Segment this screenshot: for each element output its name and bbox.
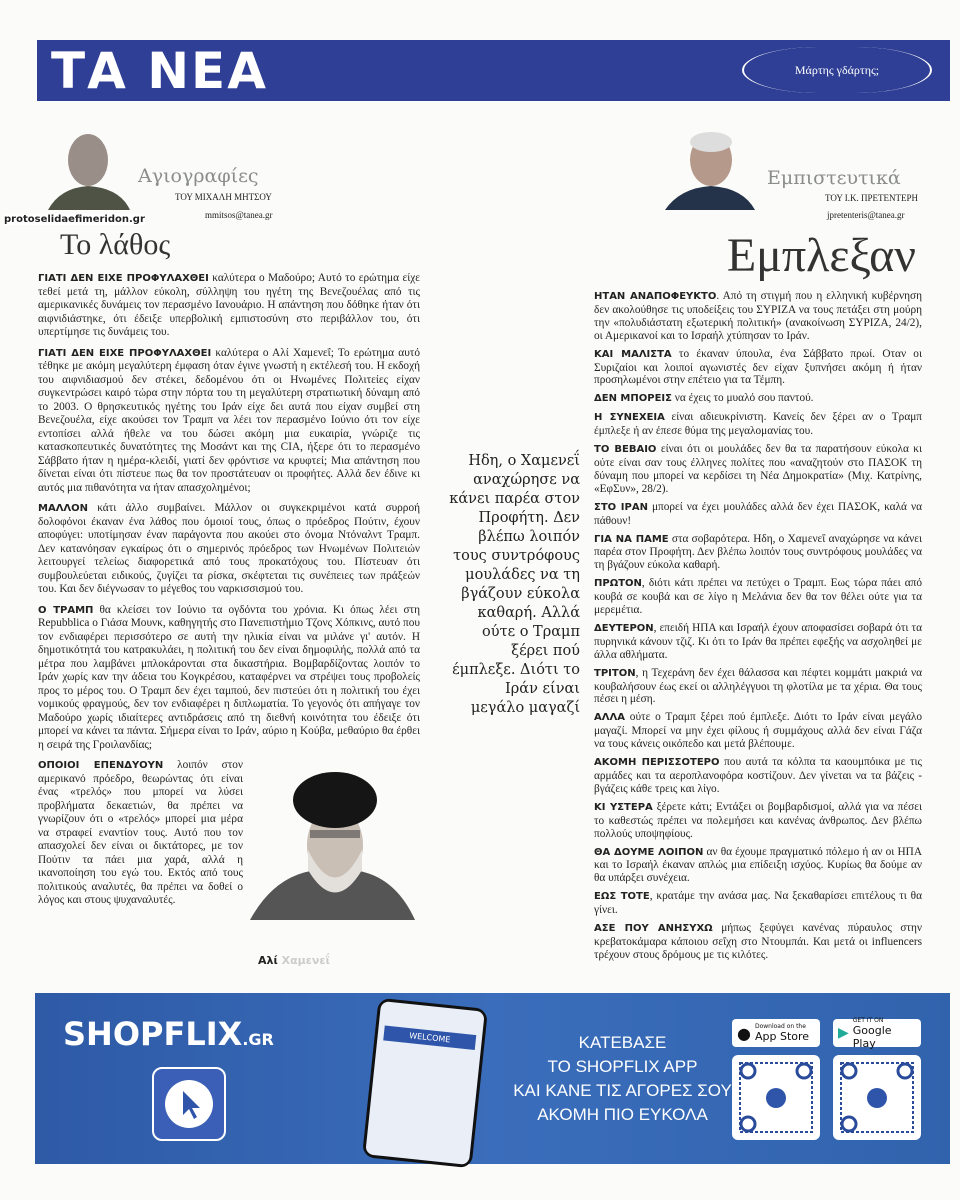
paragraph [594, 756, 922, 796]
paragraph-lead: ΤΟ ΒΕΒΑΙΟ [594, 444, 657, 456]
paragraph-text: καλύτερα ο Μαδούρο; Αυτό το ερώτημα είχε τεθεί μετά τη, μάλλον εύκολη, σύλληψη του ηγέτη της Βενεζουέλας από τις αμερικανικές δυνάμεις τον περασμένο Ιανουάριο. Η απάντηση που δόθηκε ήταν ότι αιφνιδιάστηκε, ότι έδειξε υπερβολική εμπιστοσύνη στο περιβάλλον του, ότι υπερτίμησε τις δυνάμεις του. [38, 272, 420, 338]
paragraph-text: , κρατάμε την ανάσα μας. Να ξεκαθαρίσει επιτέλους τι θα γίνει. [594, 890, 923, 917]
paragraph [594, 922, 922, 962]
qr-code-google-play[interactable] [833, 1055, 921, 1140]
paragraph-lead: ΜΑΛΛΟΝ [38, 503, 89, 514]
paragraph [594, 622, 922, 662]
ad-line: ΚΑΤΕΒΑΣΕ [578, 1033, 667, 1052]
paragraph-text: ούτε ο Τραμπ ξέρει πού έμπλεξε. Διότι το Ιράν είναι μεγάλο μαγαζί. Μπορεί να μην έχει φίλους ή συμμάχους αλλά δεν είναι Γάζα να τους κάνεις οικόπεδο και μετά βλέπουμε. [594, 711, 922, 751]
paragraph [38, 759, 243, 908]
caption-first: Αλί [258, 954, 278, 967]
paragraph [594, 846, 922, 886]
paragraph-text: , επειδή ΗΠΑ και Ισραήλ έχουν αποφασίσει σοβαρά ότι τα πυρηνικά κάνουν τζιζ. Κι ότι το Ιράν θα πρέπει εφεξής να ασχοληθεί με άλλα αθλήματα. [594, 621, 922, 661]
app-store-badge[interactable] [732, 1019, 820, 1047]
paragraph-text: ξέρετε κάτι; Εντάξει οι βομβαρδισμοί, αλλά για να πέσει το καθεστώς πρέπει να πολεμήσει και κανένας άνθρωπος. Δεν βλέπω πολλούς υποψηφίους. [594, 800, 922, 840]
app-icon [152, 1067, 226, 1141]
google-small: GET IT ON [852, 1016, 884, 1024]
headline-left: Το λάθος [60, 228, 171, 261]
paragraph-text: αν θα έχουμε πραγματικό πόλεμο ή αν οι ΗΠΑ και το Ισραήλ έκαναν απλώς μια επίδειξη ισχύος. Κυρίως θα δούμε αν θα υπάρξει συνέχεια. [594, 845, 922, 885]
paragraph [38, 347, 420, 496]
paragraph-text: , η Τεχεράνη δεν έχει θάλασσα και πέφτει κομμάτι μακριά να κουβαλήσουν έως εκεί οι αλληλέγγυοι τη φλοτίλα με τα χέρια. Θα τους πέσει η μέση. [594, 666, 922, 706]
headline-right: Εμπλεξαν [726, 229, 916, 282]
paragraph-lead: ΑΛΛΑ [594, 712, 625, 724]
paragraph-lead: ΓΙΑ ΝΑ ΠΑΜΕ [594, 533, 669, 545]
phone-banner: WELCOME [383, 1025, 476, 1050]
paragraph [594, 711, 922, 751]
google-play-badge[interactable] [833, 1016, 921, 1050]
brand-name: SHOPFLIX [63, 1015, 243, 1053]
paragraph [594, 348, 922, 388]
paragraph [38, 502, 420, 597]
paragraph-lead: ΓΙΑΤΙ ΔΕΝ ΕΙΧΕ ΠΡΟΦΥΛΑΧΘΕΙ [38, 347, 212, 359]
google-play-label: Google Play [852, 1023, 892, 1050]
author-photo-pretenteris [665, 120, 755, 210]
paragraph [594, 501, 922, 528]
qr-code-app-store[interactable] [732, 1055, 820, 1140]
paragraph [594, 667, 922, 707]
play-icon: ▶ [838, 1025, 849, 1041]
apple-icon: ● [737, 1023, 751, 1043]
cursor-icon [164, 1079, 214, 1129]
app-store-label: App Store [754, 1030, 810, 1043]
app-store-small: Download on the [754, 1023, 806, 1030]
paragraph-text: θα κλείσει τον Ιούνιο τα ογδόντα του χρόνια. Κι όπως λέει στη Repubblica ο Γιάσα Μουνκ, καθηγητής στο Πανεπιστήμιο Τζονς Χόπκινς, αυτό που τον ενδιαφέρει περισσότερο σε αυτή την ηλικία είναι να μιλάνε γι' αυτόν. Η δημοτικότητά του κατρακυλάει, η πολιτική του δεν είναι δημοφιλής, πολλά από τα μέτρα που λαμβάνει μπλοκάρονται στα δικαστήρια. Βομβαρδίζοντας λοιπόν το Ιράν χωρίς καν την άδεια του Κογκρέσου, καταφέρνει να στρέψει τους προβολείς προς το μέρος του. Ο Τραμπ δεν έχει ταμπού, δεν πιστεύει ότι η πολιτική του έχει νομικούς φραγμούς, δεν τον ενδιαφέρει η διπλωματία. Το γεγονός ότι απήγαγε τον Μαδούρο χωρίς ιδιαίτερες αντιδράσεις από τη διεθνή κοινότητα του έδειξε ότι μπορεί να κάνει τα πάντα. Σήμερα είναι το Ιράν, αύριο η Κούβα, μεθαύριο θα έρθει η σειρά της Γροιλανδίας; [38, 603, 420, 751]
masthead-tagline: Μάρτης γδάρτης; [742, 47, 932, 93]
paragraph [38, 604, 420, 753]
ad-headline [505, 1031, 740, 1127]
paragraph-lead: ΔΕΥΤΕΡΟΝ [594, 622, 654, 634]
paragraph-text: λοιπόν στον αμερικανό πρόεδρο, θεωρώντας ότι είναι ένας «τρελός» που μπορεί να λύσει προβλήματα δεκαετιών, θα πρέπει να γνωρίζουν ότι ο «τρελός» μπορεί μια μέρα να στραφεί εναντίον τους. Αυτό που τον απασχολεί δεν είναι οι δικτάτορες, με τον Πούτιν τα πάει μια χαρά, αλλά η ικανοποίηση του εγώ του. Εκτός από τους πολιτικούς αναλυτές, θα πρέπει να δοθεί ο λόγος και στους ψυχαναλυτές. [38, 759, 243, 906]
paragraph-lead: ΟΠΟΙΟΙ ΕΠΕΝΔΥΟΥΝ [38, 760, 164, 771]
paragraph [594, 392, 922, 406]
paragraph [594, 290, 922, 343]
ad-line: ΚΑΙ ΚΑΝΕ ΤΙΣ ΑΓΟΡΕΣ ΣΟΥ [513, 1081, 732, 1100]
paragraph-text: . Από τη στιγμή που η ελληνική κυβέρνηση δεν ακολούθησε τις υποδείξεις του ΣΥΡΙΖΑ να τους πετάξει στη μούρη την «πολυδιάστατη εξωτερική πολιτική» (ανακοίνωση ΣΥΡΙΖΑ, 24/2), οι Αμερικανοί και το Ισραήλ χτύπησαν το Ιράν. [594, 290, 922, 342]
paragraph [594, 801, 922, 841]
author-photo-mitsos [40, 120, 130, 210]
paragraph-lead: ΤΡΙΤΟΝ [594, 667, 636, 679]
paragraph-lead: Η ΣΥΝΕΧΕΙΑ [594, 412, 665, 424]
byline-right: ΤΟΥ Ι.Κ. ΠΡΕΤΕΝΤΕΡΗ [825, 193, 919, 203]
pull-quote: Ηδη, ο Χαμενεΐ αναχώρησε να κάνει παρέα στον Προφήτη. Δεν βλέπω λοιπόν τους συντρόφους μουλάδες να τη βγάζουν εύκολα καθαρή. Αλλά ούτε ο Τραμπ ξέρει πού έμπλεξε. Διότι το Ιράν είναι μεγάλο μαγαζί [449, 453, 580, 716]
paragraph-lead: ΚΙ ΥΣΤΕΡΑ [594, 801, 653, 813]
paragraph [594, 890, 922, 917]
ad-brand [63, 1015, 274, 1053]
paragraph-lead: ΑΣΕ ΠΟΥ ΑΝΗΣΥΧΩ [594, 923, 713, 935]
paragraph [594, 577, 922, 617]
paragraph [594, 533, 922, 573]
email-right[interactable]: jpretenteris@tanea.gr [827, 210, 905, 220]
watermark: protoselidaefimeridon.gr [4, 214, 145, 225]
paragraph-lead: ΕΩΣ ΤΟΤΕ [594, 891, 650, 903]
paragraph-lead: ΓΙΑΤΙ ΔΕΝ ΕΙΧΕ ΠΡΟΦΥΛΑΧΘΕΙ [38, 273, 209, 284]
paragraph [594, 411, 922, 438]
column-title-right: Εμπιστευτικά [767, 167, 901, 189]
paragraph-text: το έκαναν ύπουλα, ένα Σάββατο πρωί. Οταν οι Συριζαίοι και λοιποί αγωνιστές δεν είχαν ξυπνήσει ακόμη ή ήταν προσηλωμένοι στην επέτειο για τα Τέμπη. [594, 347, 922, 387]
paragraph-text: , διότι κάτι πρέπει να πετύχει ο Τραμπ. Εως τώρα πάει από κουβά σε κουβά και σε λίγο η Μελάνια δεν θα τον θέλει ούτε για τα μερεμέτια. [594, 577, 922, 617]
paragraph-text: μήπως ξεφύγει κανένας πύραυλος στην κρεβατοκάμαρα κάποιου σεΐχη στο Ντουμπάι. Και μετά οι influencers τρέχουν στους δρόμους με τις κιλότες. [594, 922, 922, 961]
khamenei-photo [240, 770, 420, 920]
paragraph-lead: ΔΕΝ ΜΠΟΡΕΙΣ [594, 393, 672, 405]
paragraph-text: μπορεί να έχει μουλάδες αλλά δεν έχει ΠΑΣΟΚ, καλά να πάθουν! [594, 500, 922, 527]
brand-suffix: .GR [242, 1030, 274, 1049]
ad-line: ΤΟ SHOPFLIX APP [547, 1057, 698, 1076]
paragraph-lead: ΑΚΟΜΗ ΠΕΡΙΣΣΟΤΕΡΟ [594, 757, 720, 769]
paragraph-lead: ΣΤΟ ΙΡΑΝ [594, 501, 648, 513]
paragraph-lead: ΘΑ ΔΟΥΜΕ ΛΟΙΠΟΝ [594, 846, 704, 858]
paragraph-text: στα σοβαρότερα. Ηδη, ο Χαμενεΐ αναχώρησε να κάνει παρέα στον Προφήτη. Δεν βλέπω λοιπόν τους συντρόφους μουλάδες να τη βγάζουν εύκολα καθαρή. [594, 532, 922, 572]
paragraph-text: καλύτερα ο Αλί Χαμενεΐ; Το ερώτημα αυτό τέθηκε με ακόμη μεγαλύτερη έμφαση όταν έγινε γνωστή η εκτέλεσή του. Η εκδοχή του αιφνιδιασμού δεν στέκει, δεδομένου ότι οι Ηνωμένες Πολιτείες είχαν συγκεντρώσει καιρό τώρα στην πόρτα του τη μεγαλύτερη στρατιωτική δύναμη από το 2003. Ο θρησκευτικός ηγέτης του Ιράν είχε δει αυτά που είχαν συμβεί στη Βενεζουέλα, είχε ακούσει τον Τραμπ να λέει τον περασμένο Ιούνιο ότι τον είχε εντοπίσει αλλά ήθελε να του δώσει ακόμη μια ευκαιρία, γνώριζε τις κατασκοπευτικές δυνατότητες της Μοσάντ και της CIA, ήξερε ότι το περασμένο Σάββατο ήταν η ημέρα-κλειδί, γιατί δεν φρόντισε να κρυφτεί; Μια απάντηση που δίνεται είναι ότι πίστευε πως θα τον προστάτευαν οι προφήτες. Αλλά δεν έδινε κι αυτός μια πιθανότητα να ήταν απασχολημένοι; [38, 346, 420, 494]
paragraph-lead: ΗΤΑΝ ΑΝΑΠΟΦΕΥΚΤΟ [594, 291, 717, 302]
photo-caption [258, 954, 330, 967]
paragraph-text: κάτι άλλο συμβαίνει. Μάλλον οι συγκεκριμένοι κατά συρροή δολοφόνοι έκαναν ένα λάθος που όμοιοί τους, όπως ο πρόεδρος Πούτιν, έχουν αποφύγει: υποτίμησαν έναν παράγοντα που ακούει στο όνομα Ντόναλντ Τραμπ. Δεν κατανόησαν εγκαίρως ότι ο σημερινός πρόεδρος των Ηνωμένων Πολιτειών λειτουργεί τελείως διαφορετικά από τους προκατόχους του. Πίστευαν ότι συμβουλεύεται ειδικούς, ζυγίζει τα ρίσκα, σκέφτεται τις συνέπειες των πράξεών του. Και δεν διέγνωσαν το μέγεθος του ναρκισσισμού του. [38, 502, 420, 595]
byline-left: ΤΟΥ ΜΙΧΑΛΗ ΜΗΤΣΟΥ [175, 192, 272, 202]
paragraph-lead: Ο ΤΡΑΜΠ [38, 604, 94, 616]
paragraph [38, 272, 420, 340]
paragraph-text: είναι ότι οι μουλάδες δεν θα τα παρατήσουν εύκολα κι ούτε είναι σαν τους έλληνες πολίτες που «αναζητούν στο ΠΑΣΟΚ τη δύναμη που μπορεί να κερδίσει τη Νέα Δημοκρατία» (Μιχ. Κατρίνης, «ΕφΣυν», 28/2). [594, 443, 923, 495]
paragraph-lead: ΚΑΙ ΜΑΛΙΣΤΑ [594, 348, 672, 360]
column-title-left: Αγιογραφίες [138, 165, 259, 187]
paragraph-text: είναι αδιευκρίνιστη. Κανείς δεν ξέρει αν ο Τραμπ έμπλεξε ή αν έπεσε θύμα της μεγαλομανίας του. [594, 411, 922, 438]
paragraph [594, 443, 922, 496]
paragraph-text: που αυτά τα κόλπα τα καουμπόικα με τις αρμάδες και τα αεροπλανοφόρα κοστίζουν. Δεν γίνεται να τα βάζεις - βγάζεις κάθε τρεις και λίγο. [594, 756, 923, 795]
masthead [37, 40, 950, 101]
paragraph-lead: ΠΡΩΤΟΝ [594, 578, 642, 590]
email-left[interactable]: mmitsos@tanea.gr [205, 210, 273, 220]
caption-last: Χαμενεΐ [281, 954, 330, 967]
shopflix-ad[interactable] [35, 993, 950, 1164]
paragraph-text: να έχεις το μυαλό σου παντού. [671, 392, 814, 405]
newspaper-logo: ΤΑ ΝΕΑ [51, 42, 268, 100]
right-article-body [594, 290, 922, 967]
ad-line: ΑΚΟΜΗ ΠΙΟ ΕΥΚΟΛΑ [537, 1105, 708, 1124]
phone-mockup [362, 998, 488, 1169]
